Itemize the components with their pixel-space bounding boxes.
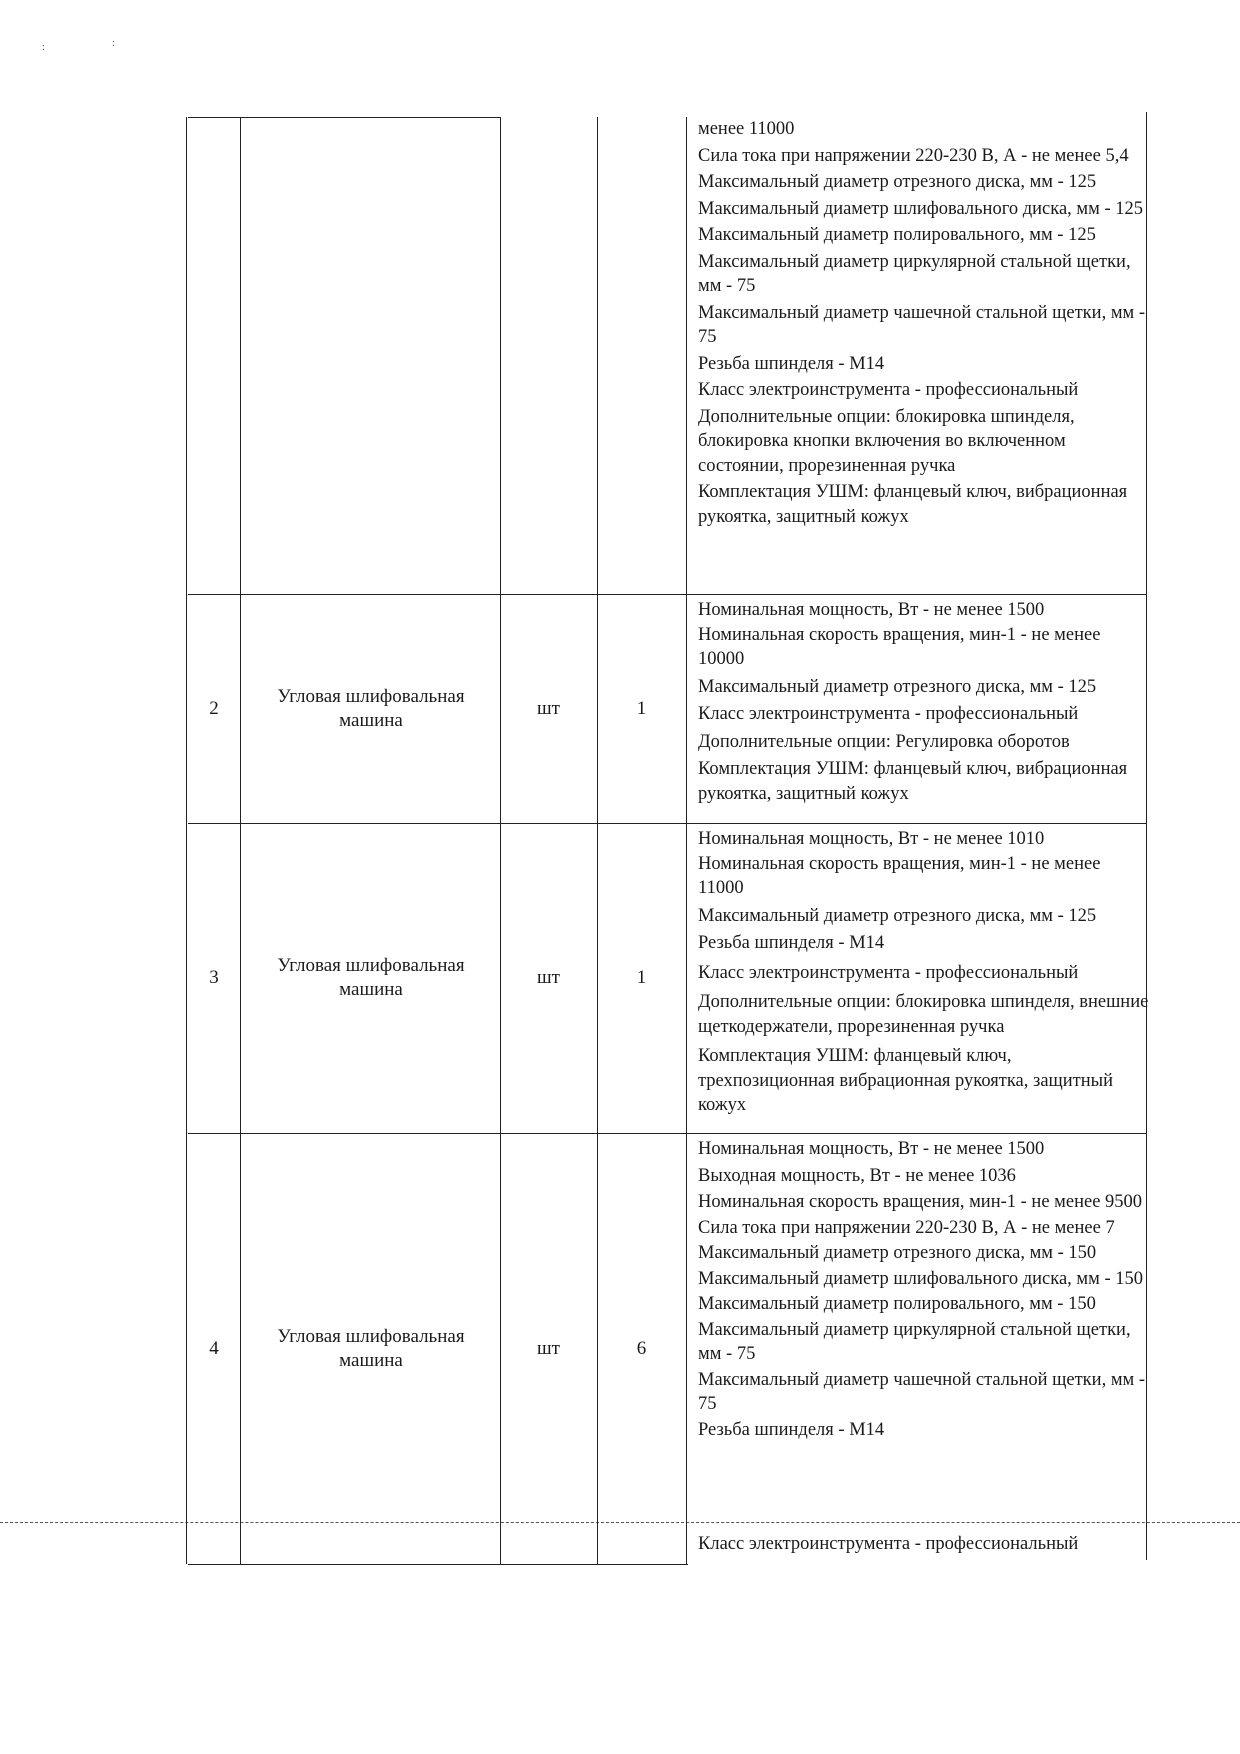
spec-line: Максимальный диаметр полировального, мм - 125 [698, 225, 1096, 245]
spec-line: менее 11000 [698, 119, 795, 139]
spec-line: Номинальная мощность, Вт - не менее 1010 [698, 829, 1045, 849]
spec-line: Комплектация УШМ: фланцевый ключ, вибрационная рукоятка, защитный кожух [698, 482, 1128, 527]
spec-line: Максимальный диаметр чашечной стальной щетки, мм - 75 [698, 302, 1146, 347]
unit: шт [537, 1337, 560, 1359]
spec-line: Максимальный диаметр отрезного диска, мм - 125 [698, 905, 1097, 926]
spec-line: Номинальная скорость вращения, мин-1 - не менее 11000 [698, 853, 1101, 898]
table-top-border [188, 117, 500, 118]
spec-list [698, 117, 1150, 529]
spec-line: Комплектация УШМ: фланцевый ключ, вибрационная рукоятка, защитный кожух [698, 759, 1128, 804]
spec-line: Дополнительные опции: блокировка шпинделя, внешние щеткодержатели, прорезиненная ручка [698, 992, 1149, 1037]
spec-line: Максимальный диаметр циркулярной стальной щетки, мм - 75 [698, 1319, 1131, 1364]
spec-line: Резьба шпинделя - М14 [698, 353, 885, 374]
spec-list [698, 1137, 1150, 1442]
spec-line: Выходная мощность, Вт - не менее 1036 [698, 1165, 1016, 1186]
spec-line: Максимальный диаметр циркулярной стальной щетки, мм - 75 [698, 251, 1131, 296]
spec-line: Максимальный диаметр отрезного диска, мм - 150 [698, 1243, 1097, 1263]
unit: шт [537, 967, 560, 988]
spec-line: Резьба шпинделя - М14 [698, 933, 885, 953]
spec-line: Номинальная скорость вращения, мин-1 - не менее 9500 [698, 1192, 1143, 1212]
spec-line: Номинальная скорость вращения, мин-1 - не менее 10000 [698, 624, 1101, 669]
spec-line: Максимальный диаметр отрезного диска, мм - 125 [698, 676, 1097, 697]
quantity: 1 [636, 697, 647, 719]
spec-line: Максимальный диаметр чашечной стальной щетки, мм - 75 [698, 1369, 1146, 1414]
quantity: 6 [636, 1337, 647, 1359]
spec-line: Дополнительные опции: блокировка шпинделя, блокировка кнопки включения во включенном состоянии, прорезиненная ручка [698, 406, 1075, 476]
spec-line: Максимальный диаметр шлифовального диска, мм - 150 [698, 1268, 1143, 1289]
spec-list [698, 598, 1150, 806]
table-bottom-border [188, 1564, 688, 1565]
spec-line: Максимальный диаметр шлифовального диска, мм - 125 [698, 198, 1143, 219]
item-name: Угловая шлифовальная машина [277, 685, 465, 731]
spec-line: Резьба шпинделя - М14 [698, 1419, 885, 1440]
item-name: Угловая шлифовальная машина [277, 1325, 465, 1371]
row-number: 2 [209, 697, 219, 719]
col-border-qty [686, 117, 687, 1564]
spec-line: Максимальный диаметр полировального, мм - 150 [698, 1294, 1096, 1314]
col-border-no [240, 117, 241, 1564]
spec-line: Максимальный диаметр отрезного диска, мм - 125 [698, 172, 1097, 192]
quantity: 1 [636, 967, 647, 988]
item-name: Угловая шлифовальная машина [277, 955, 465, 1000]
spec-line: Класс электроинструмента - профессиональный [698, 1534, 1079, 1554]
spec-list [698, 827, 1150, 1118]
spec-line: Номинальная мощность, Вт - не менее 1500 [698, 600, 1045, 620]
spec-line: Класс электроинструмента - профессиональный [698, 962, 1079, 983]
spec-line: Номинальная мощность, Вт - не менее 1500 [698, 1139, 1045, 1159]
spec-line: Сила тока при напряжении 220-230 В, А - не менее 5,4 [698, 145, 1129, 166]
row-number: 3 [209, 967, 219, 988]
row-number: 4 [209, 1337, 219, 1359]
spec-line: Сила тока при напряжении 220-230 В, А - не менее 7 [698, 1217, 1115, 1238]
spec-list [698, 1532, 1150, 1557]
unit: шт [537, 697, 560, 719]
spec-line: Дополнительные опции: Регулировка оборотов [698, 731, 1070, 752]
spec-line: Класс электроинструмента - профессиональный [698, 380, 1079, 400]
scan-speck: : [42, 42, 45, 53]
spec-line: Комплектация УШМ: фланцевый ключ, трехпозиционная вибрационная рукоятка, защитный кожух [698, 1046, 1113, 1115]
scan-speck: : [112, 38, 115, 49]
col-border-left [186, 117, 187, 1564]
spec-line: Класс электроинструмента - профессиональный [698, 704, 1079, 724]
